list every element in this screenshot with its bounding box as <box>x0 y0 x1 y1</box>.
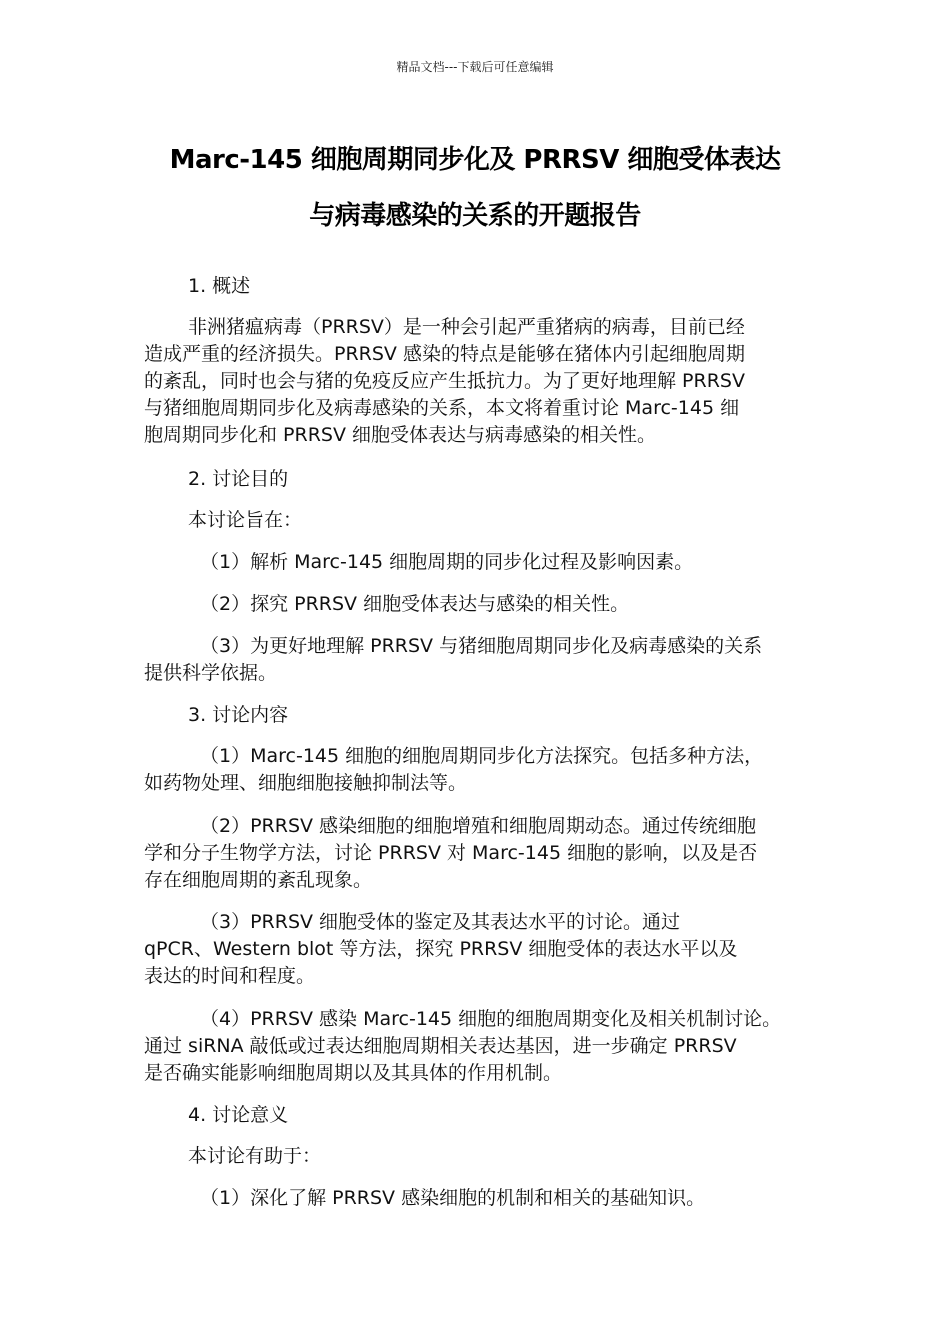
content-item-2: （2）PRRSV 感染细胞的细胞增殖和细胞周期动态。通过传统细胞 <box>200 815 757 837</box>
section-4-heading: 4. 讨论意义 <box>188 1104 289 1126</box>
overview-line: 造成严重的经济损失。PRRSV 感染的特点是能够在猪体内引起细胞周期 <box>144 343 745 365</box>
content-item-4: 通过 siRNA 敲低或过表达细胞周期相关表达基因，进一步确定 PRRSV <box>144 1035 737 1057</box>
content-item-1: （1）Marc-145 细胞的细胞周期同步化方法探究。包括多种方法， <box>200 745 764 767</box>
content-item-3: 表达的时间和程度。 <box>144 965 316 987</box>
page-header: 精品文档---下载后可任意编辑 <box>396 60 554 74</box>
objective-item-3: 提供科学依据。 <box>144 662 278 684</box>
section-4-intro: 本讨论有助于： <box>188 1145 322 1167</box>
content-item-3: qPCR、Western blot 等方法，探究 PRRSV 细胞受体的表达水平以及 <box>144 938 738 960</box>
objective-item-1: （1）解析 Marc-145 细胞周期的同步化过程及影响因素。 <box>200 551 694 573</box>
content-item-4: （4）PRRSV 感染 Marc-145 细胞的细胞周期变化及相关机制讨论。 <box>200 1008 782 1030</box>
objective-item-3: （3）为更好地理解 PRRSV 与猪细胞周期同步化及病毒感染的关系 <box>200 635 763 657</box>
content-item-1: 如药物处理、细胞细胞接触抑制法等。 <box>144 772 468 794</box>
section-2-intro: 本讨论旨在： <box>188 509 303 531</box>
overview-line: 非洲猪瘟病毒（PRRSV）是一种会引起严重猪病的病毒，目前已经 <box>188 316 745 338</box>
document-title-line-1: Marc-145 细胞周期同步化及 PRRSV 细胞受体表达 <box>169 145 781 175</box>
section-2-heading: 2. 讨论目的 <box>188 468 289 490</box>
content-item-4: 是否确实能影响细胞周期以及其具体的作用机制。 <box>144 1062 563 1084</box>
section-1-heading: 1. 概述 <box>188 275 251 297</box>
document-title-line-2: 与病毒感染的关系的开题报告 <box>309 201 641 231</box>
overview-line: 与猪细胞周期同步化及病毒感染的关系，本文将着重讨论 Marc-145 细 <box>144 397 740 419</box>
content-item-3: （3）PRRSV 细胞受体的鉴定及其表达水平的讨论。通过 <box>200 911 681 933</box>
overview-line: 胞周期同步化和 PRRSV 细胞受体表达与病毒感染的相关性。 <box>144 424 656 446</box>
content-item-2: 学和分子生物学方法，讨论 PRRSV 对 Marc-145 细胞的影响，以及是否 <box>144 842 758 864</box>
objective-item-2: （2）探究 PRRSV 细胞受体表达与感染的相关性。 <box>200 593 630 615</box>
section-3-heading: 3. 讨论内容 <box>188 704 289 726</box>
overview-line: 的紊乱，同时也会与猪的免疫反应产生抵抗力。为了更好地理解 PRRSV <box>144 370 745 392</box>
content-item-2: 存在细胞周期的紊乱现象。 <box>144 869 373 891</box>
significance-item-1: （1）深化了解 PRRSV 感染细胞的机制和相关的基础知识。 <box>200 1187 706 1209</box>
